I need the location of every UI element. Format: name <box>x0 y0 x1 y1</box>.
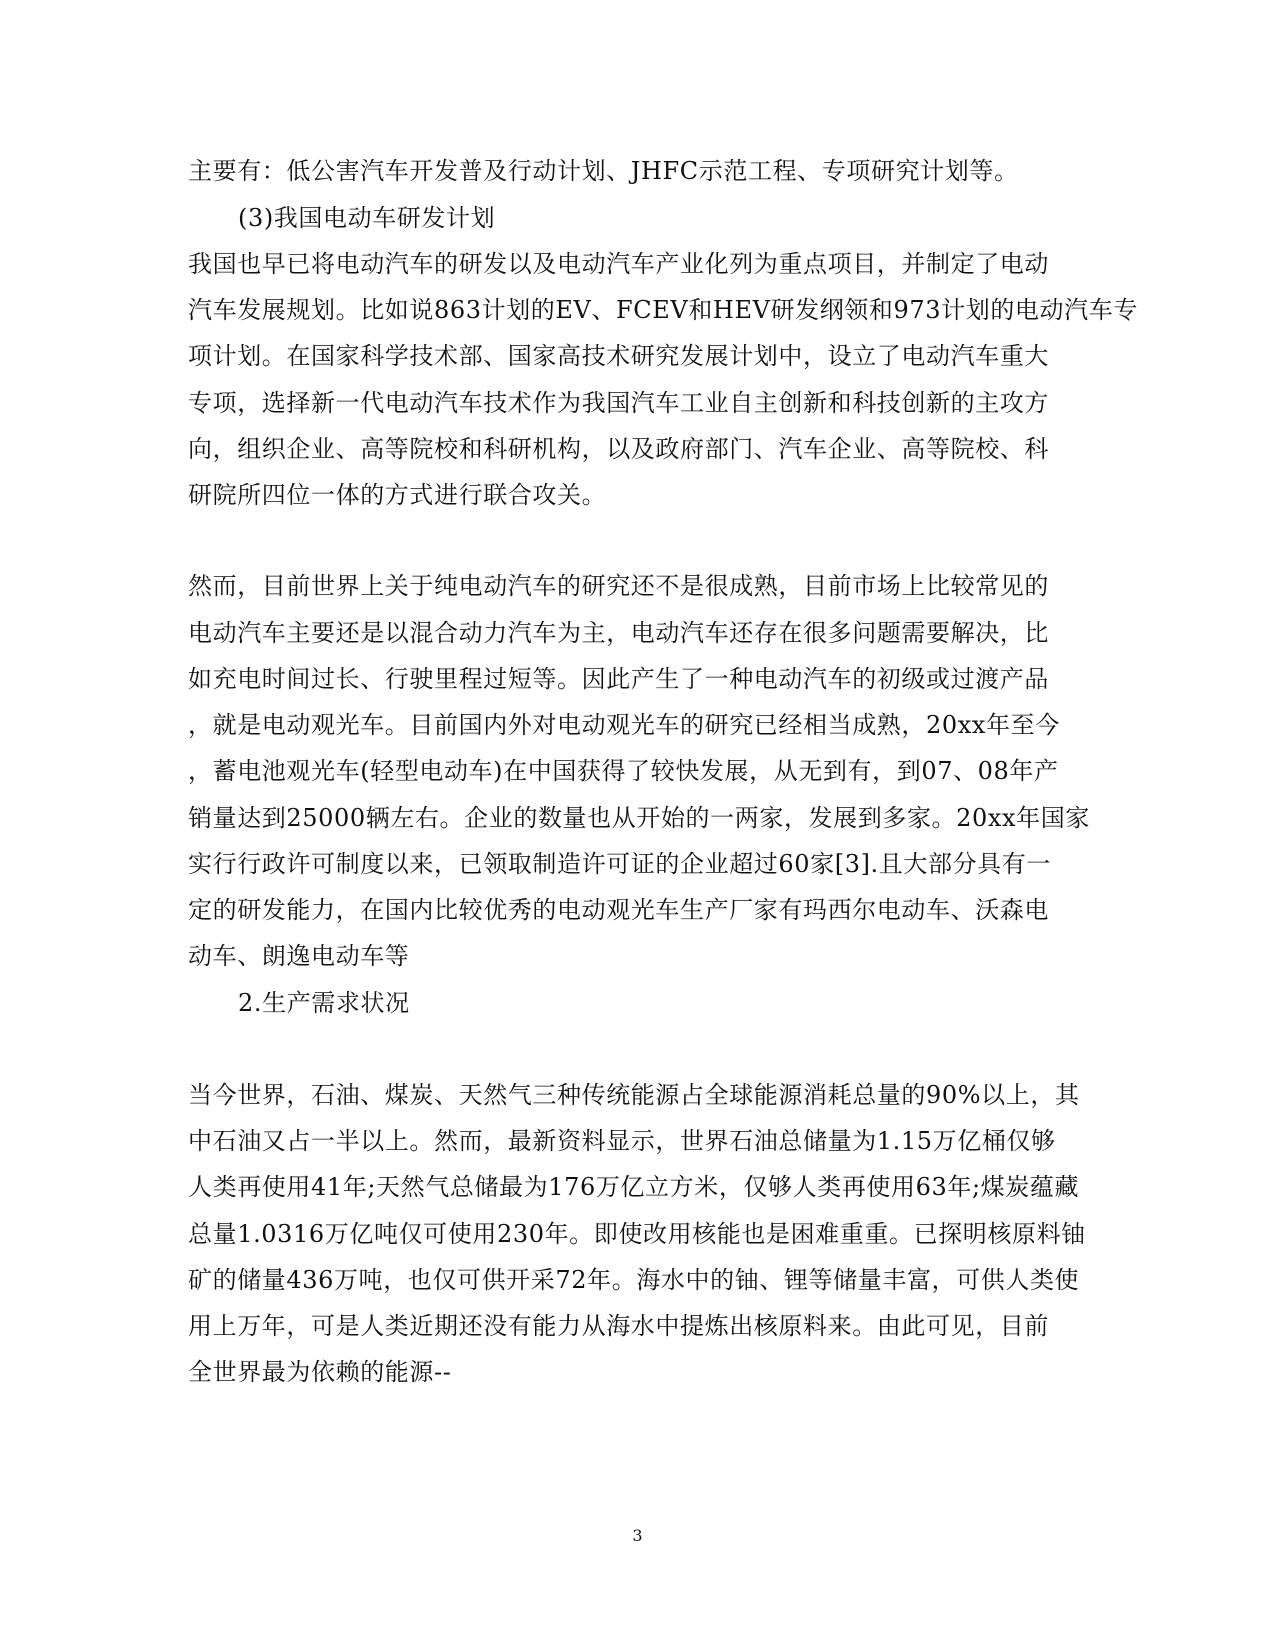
text-line: 人类再使用41年;天然气总储最为176万亿立方米，仅够人类再使用63年;煤炭蕴藏 <box>188 1173 1080 1201</box>
text-line: 销量达到25000辆左右。企业的数量也从开始的一两家，发展到多家。20xx年国家 <box>188 804 1090 832</box>
section-heading: 2.生产需求状况 <box>238 989 410 1017</box>
text-line: ，就是电动观光车。目前国内外对电动观光车的研究已经相当成熟，20xx年至今 <box>188 711 1060 739</box>
text-line: 全世界最为依赖的能源-- <box>188 1358 452 1386</box>
text-line: 我国也早已将电动汽车的研发以及电动汽车产业化列为重点项目，并制定了电动 <box>188 250 1049 278</box>
text-line: 用上万年，可是人类近期还没有能力从海水中提炼出核原料来。由此可见，目前 <box>188 1312 1049 1340</box>
text-line: 研院所四位一体的方式进行联合攻关。 <box>188 481 607 509</box>
text-line: 动车、朗逸电动车等 <box>188 942 410 970</box>
text-line: 专项，选择新一代电动汽车技术作为我国汽车工业自主创新和科技创新的主攻方 <box>188 389 1049 417</box>
text-line: 汽车发展规划。比如说863计划的EV、FCEV和HEV研发纲领和973计划的电动汽车专 <box>188 296 1138 324</box>
text-line: 矿的储量436万吨，也仅可供开采72年。海水中的铀、锂等储量丰富，可供人类使 <box>188 1266 1080 1294</box>
text-line: 主要有：低公害汽车开发普及行动计划、JHFC示范工程、专项研究计划等。 <box>188 157 1019 185</box>
text-line: 总量1.0316万亿吨仅可使用230年。即使改用核能也是困难重重。已探明核原料铀 <box>188 1220 1086 1248</box>
text-line: 实行行政许可制度以来，已领取制造许可证的企业超过60家[3].且大部分具有一 <box>188 850 1051 878</box>
text-line: ，蓄电池观光车(轻型电动车)在中国获得了较快发展，从无到有，到07、08年产 <box>188 757 1059 785</box>
text-line: 定的研发能力，在国内比较优秀的电动观光车生产厂家有玛西尔电动车、沃森电 <box>188 896 1049 924</box>
text-line: 如充电时间过长、行驶里程过短等。因此产生了一种电动汽车的初级或过渡产品 <box>188 665 1049 693</box>
text-line: 项计划。在国家科学技术部、国家高技术研究发展计划中，设立了电动汽车重大 <box>188 342 1049 370</box>
text-line: 电动汽车主要还是以混合动力汽车为主，电动汽车还存在很多问题需要解决，比 <box>188 619 1049 647</box>
text-line: 中石油又占一半以上。然而，最新资料显示，世界石油总储量为1.15万亿桶仅够 <box>188 1127 1056 1155</box>
page-number: 3 <box>632 1526 643 1545</box>
text-line: 然而，目前世界上关于纯电动汽车的研究还不是很成熟，目前市场上比较常见的 <box>188 572 1049 600</box>
section-heading: (3)我国电动车研发计划 <box>238 204 496 232</box>
text-line: 向，组织企业、高等院校和科研机构，以及政府部门、汽车企业、高等院校、科 <box>188 435 1049 463</box>
text-line: 当今世界，石油、煤炭、天然气三种传统能源占全球能源消耗总量的90%以上，其 <box>188 1081 1080 1109</box>
